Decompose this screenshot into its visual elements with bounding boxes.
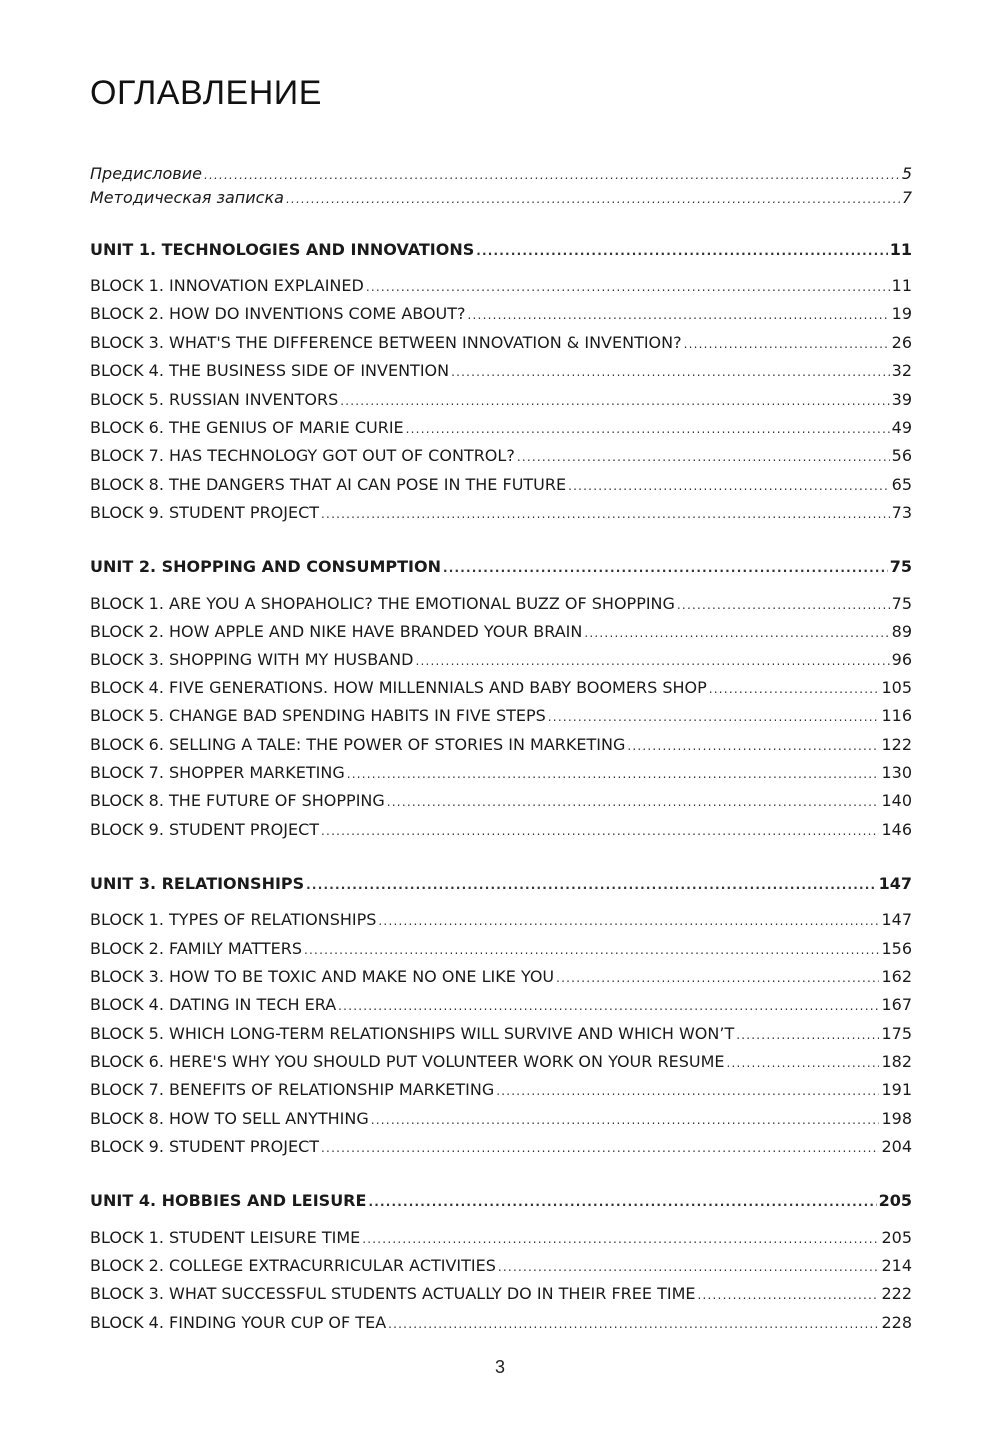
toc-block[interactable] <box>90 678 912 704</box>
dot-leader <box>548 710 880 724</box>
toc-block[interactable] <box>90 418 912 444</box>
toc-block[interactable] <box>90 1228 912 1254</box>
dot-leader <box>496 1084 879 1098</box>
toc-block[interactable] <box>90 820 912 846</box>
toc-block[interactable] <box>90 1313 912 1339</box>
block-page: 26 <box>891 333 912 352</box>
block-page: 89 <box>891 622 912 641</box>
block-label: BLOCK 4. FIVE GENERATIONS. HOW MILLENNIALS AND BABY BOOMERS SHOP <box>90 678 707 697</box>
block-page: 19 <box>891 304 912 323</box>
dot-leader <box>340 394 889 408</box>
toc-block[interactable] <box>90 475 912 501</box>
dot-leader <box>584 626 889 640</box>
toc-unit-4[interactable] <box>90 1191 912 1217</box>
toc-block[interactable] <box>90 791 912 817</box>
unit-page: 75 <box>889 557 912 576</box>
block-page: 65 <box>891 475 912 494</box>
block-page: 32 <box>891 361 912 380</box>
toc-unit-2[interactable] <box>90 557 912 583</box>
toc-block[interactable] <box>90 390 912 416</box>
dot-leader <box>736 1028 879 1042</box>
toc-block[interactable] <box>90 503 912 529</box>
dot-leader <box>321 1141 879 1155</box>
block-page: 75 <box>891 594 912 613</box>
unit-label: UNIT 3. RELATIONSHIPS <box>90 874 305 893</box>
block-label: BLOCK 8. THE FUTURE OF SHOPPING <box>90 791 385 810</box>
toc-block[interactable] <box>90 1256 912 1282</box>
block-label: BLOCK 9. STUDENT PROJECT <box>90 820 320 839</box>
block-label: BLOCK 1. ARE YOU A SHOPAHOLIC? THE EMOTIONAL BUZZ OF SHOPPING <box>90 594 675 613</box>
toc-entry-method-note[interactable] <box>90 188 912 214</box>
dot-leader <box>698 1288 880 1302</box>
toc-block[interactable] <box>90 939 912 965</box>
toc-block[interactable] <box>90 1109 912 1135</box>
page-title: ОГЛАВЛЕНИЕ <box>90 74 322 112</box>
block-page: 146 <box>881 820 912 839</box>
dot-leader <box>677 598 890 612</box>
block-label: BLOCK 6. THE GENIUS OF MARIE CURIE <box>90 418 404 437</box>
dot-leader <box>388 1317 879 1331</box>
toc-block[interactable] <box>90 1284 912 1310</box>
block-label: BLOCK 8. HOW TO SELL ANYTHING <box>90 1109 369 1128</box>
block-label: BLOCK 4. DATING IN TECH ERA <box>90 995 337 1014</box>
toc-entry-preface[interactable] <box>90 164 912 190</box>
block-page: 73 <box>891 503 912 522</box>
dot-leader <box>476 244 887 258</box>
entry-label: Предисловие <box>90 164 202 183</box>
block-label: BLOCK 1. TYPES OF RELATIONSHIPS <box>90 910 377 929</box>
block-page: 105 <box>881 678 912 697</box>
block-page: 116 <box>881 706 912 725</box>
dot-leader <box>378 914 879 928</box>
block-label: BLOCK 4. THE BUSINESS SIDE OF INVENTION <box>90 361 450 380</box>
toc-block[interactable] <box>90 1080 912 1106</box>
block-label: BLOCK 1. STUDENT LEISURE TIME <box>90 1228 361 1247</box>
dot-leader <box>468 308 890 322</box>
toc-unit-1[interactable] <box>90 240 912 266</box>
block-page: 228 <box>881 1313 912 1332</box>
unit-label: UNIT 4. HOBBIES AND LEISURE <box>90 1191 367 1210</box>
unit-page: 205 <box>878 1191 912 1210</box>
toc-block[interactable] <box>90 622 912 648</box>
dot-leader <box>304 943 879 957</box>
dot-leader <box>286 192 900 206</box>
block-page: 175 <box>881 1024 912 1043</box>
dot-leader <box>338 999 879 1013</box>
block-label: BLOCK 2. FAMILY MATTERS <box>90 939 303 958</box>
toc-block[interactable] <box>90 967 912 993</box>
block-label: BLOCK 9. STUDENT PROJECT <box>90 1137 320 1156</box>
toc-block[interactable] <box>90 1052 912 1078</box>
block-page: 39 <box>891 390 912 409</box>
dot-leader <box>321 507 890 521</box>
block-page: 56 <box>891 446 912 465</box>
dot-leader <box>368 1195 876 1209</box>
dot-leader <box>568 479 890 493</box>
toc-block[interactable] <box>90 446 912 472</box>
toc-block[interactable] <box>90 333 912 359</box>
dot-leader <box>362 1232 879 1246</box>
dot-leader <box>415 654 889 668</box>
toc-block[interactable] <box>90 650 912 676</box>
dot-leader <box>517 450 890 464</box>
dot-leader <box>709 682 880 696</box>
dot-leader <box>321 824 879 838</box>
page-number: 3 <box>494 1357 505 1377</box>
toc-block[interactable] <box>90 735 912 761</box>
block-label: BLOCK 7. BENEFITS OF RELATIONSHIP MARKETING <box>90 1080 495 1099</box>
toc-block[interactable] <box>90 361 912 387</box>
block-label: BLOCK 1. INNOVATION EXPLAINED <box>90 276 364 295</box>
toc-block[interactable] <box>90 995 912 1021</box>
toc-block[interactable] <box>90 594 912 620</box>
block-label: BLOCK 2. HOW DO INVENTIONS COME ABOUT? <box>90 304 466 323</box>
entry-page: 7 <box>901 188 912 207</box>
block-label: BLOCK 3. WHAT SUCCESSFUL STUDENTS ACTUALLY DO IN THEIR FREE TIME <box>90 1284 696 1303</box>
toc-block[interactable] <box>90 910 912 936</box>
block-label: BLOCK 6. HERE'S WHY YOU SHOULD PUT VOLUNTEER WORK ON YOUR RESUME <box>90 1052 725 1071</box>
toc-unit-3[interactable] <box>90 874 912 900</box>
block-page: 130 <box>881 763 912 782</box>
unit-label: UNIT 2. SHOPPING AND CONSUMPTION <box>90 557 441 576</box>
block-label: BLOCK 3. SHOPPING WITH MY HUSBAND <box>90 650 414 669</box>
entry-label: Методическая записка <box>90 188 284 207</box>
block-page: 167 <box>881 995 912 1014</box>
block-label: BLOCK 5. CHANGE BAD SPENDING HABITS IN FIVE STEPS <box>90 706 546 725</box>
dot-leader <box>556 971 879 985</box>
block-label: BLOCK 7. SHOPPER MARKETING <box>90 763 345 782</box>
block-label: BLOCK 6. SELLING A TALE: THE POWER OF STORIES IN MARKETING <box>90 735 626 754</box>
unit-page: 147 <box>878 874 912 893</box>
dot-leader <box>306 878 876 892</box>
block-page: 11 <box>891 276 912 295</box>
toc-block[interactable] <box>90 1137 912 1163</box>
unit-label: UNIT 1. TECHNOLOGIES AND INNOVATIONS <box>90 240 475 259</box>
dot-leader <box>627 739 879 753</box>
block-label: BLOCK 5. WHICH LONG-TERM RELATIONSHIPS WILL SURVIVE AND WHICH WON’T <box>90 1024 735 1043</box>
dot-leader <box>498 1260 880 1274</box>
block-label: BLOCK 2. HOW APPLE AND NIKE HAVE BRANDED YOUR BRAIN <box>90 622 583 641</box>
block-page: 205 <box>881 1228 912 1247</box>
block-page: 214 <box>881 1256 912 1275</box>
dot-leader <box>347 767 880 781</box>
block-label: BLOCK 3. HOW TO BE TOXIC AND MAKE NO ONE LIKE YOU <box>90 967 555 986</box>
dot-leader <box>371 1113 880 1127</box>
block-page: 222 <box>881 1284 912 1303</box>
block-page: 198 <box>881 1109 912 1128</box>
entry-page: 5 <box>901 164 912 183</box>
toc-block[interactable] <box>90 1024 912 1050</box>
block-label: BLOCK 3. WHAT'S THE DIFFERENCE BETWEEN INNOVATION & INVENTION? <box>90 333 682 352</box>
block-label: BLOCK 2. COLLEGE EXTRACURRICULAR ACTIVITIES <box>90 1256 496 1275</box>
block-page: 182 <box>881 1052 912 1071</box>
block-label: BLOCK 5. RUSSIAN INVENTORS <box>90 390 339 409</box>
block-page: 96 <box>891 650 912 669</box>
block-page: 140 <box>881 791 912 810</box>
dot-leader <box>366 280 890 294</box>
toc-block[interactable] <box>90 304 912 330</box>
block-label: BLOCK 8. THE DANGERS THAT AI CAN POSE IN THE FUTURE <box>90 475 567 494</box>
block-page: 147 <box>881 910 912 929</box>
dot-leader <box>443 561 888 575</box>
block-page: 122 <box>881 735 912 754</box>
toc-block[interactable] <box>90 706 912 732</box>
dot-leader <box>204 168 900 182</box>
toc-block[interactable] <box>90 763 912 789</box>
block-page: 204 <box>881 1137 912 1156</box>
dot-leader <box>406 422 890 436</box>
dot-leader <box>684 337 890 351</box>
unit-page: 11 <box>889 240 912 259</box>
block-page: 191 <box>881 1080 912 1099</box>
block-page: 49 <box>891 418 912 437</box>
block-label: BLOCK 9. STUDENT PROJECT <box>90 503 320 522</box>
dot-leader <box>451 365 890 379</box>
block-page: 162 <box>881 967 912 986</box>
dot-leader <box>726 1056 879 1070</box>
toc-block[interactable] <box>90 276 912 302</box>
block-label: BLOCK 7. HAS TECHNOLOGY GOT OUT OF CONTROL? <box>90 446 515 465</box>
dot-leader <box>387 795 880 809</box>
block-page: 156 <box>881 939 912 958</box>
block-label: BLOCK 4. FINDING YOUR CUP OF TEA <box>90 1313 387 1332</box>
